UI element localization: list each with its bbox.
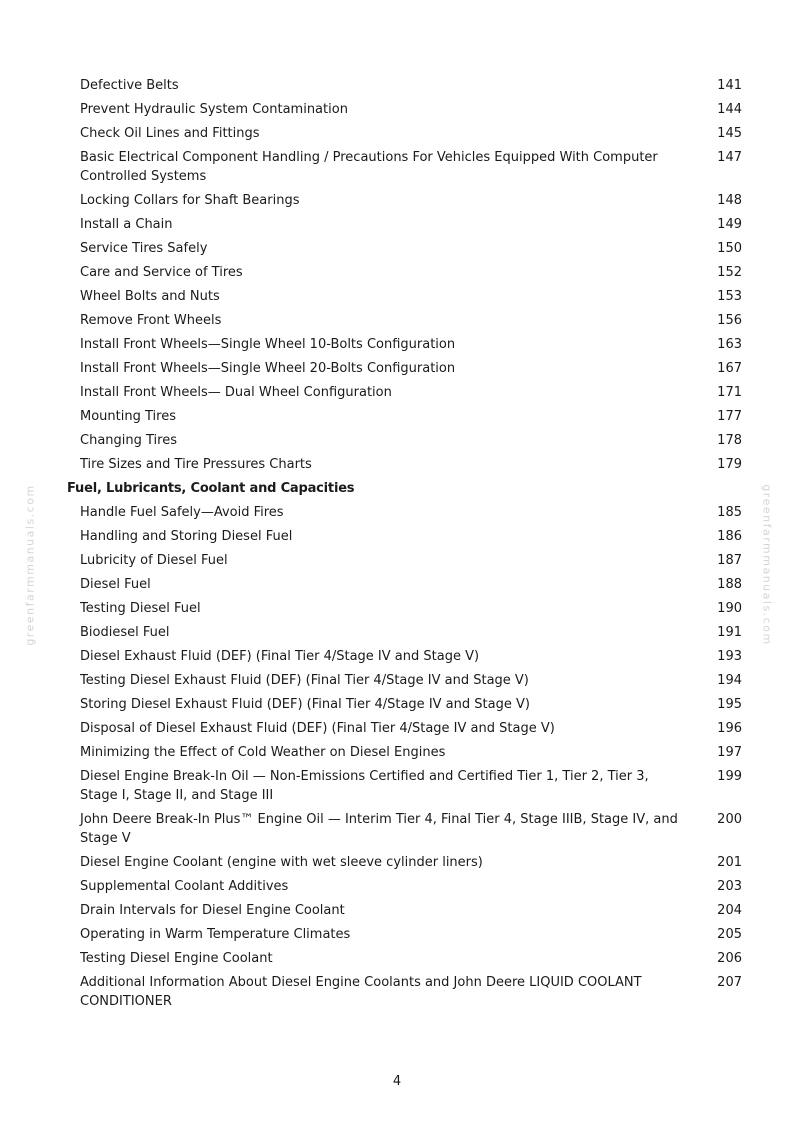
watermark-right: greenfarmmanuals.com [760, 484, 774, 646]
toc-entry[interactable] [0, 623, 794, 642]
toc-entry-page: 203 [717, 879, 742, 894]
toc-entry-page: 201 [717, 855, 742, 870]
toc-entry-page: 148 [717, 193, 742, 208]
toc-entry-page: 179 [717, 457, 742, 472]
toc-entry-page: 199 [717, 769, 742, 784]
toc-entry-page: 191 [717, 625, 742, 640]
toc-entry[interactable] [0, 810, 794, 848]
toc-entry[interactable] [0, 599, 794, 618]
toc-entry[interactable] [0, 551, 794, 570]
toc-entry-page: 163 [717, 337, 742, 352]
toc-entry-title: Tire Sizes and Tire Pressures Charts [80, 457, 312, 472]
toc-entry[interactable] [0, 287, 794, 306]
toc-entry[interactable] [0, 767, 794, 805]
toc-entry[interactable] [0, 877, 794, 896]
toc-entry-title: Prevent Hydraulic System Contamination [80, 102, 348, 117]
toc-entry[interactable] [0, 743, 794, 762]
toc-entry-page: 186 [717, 529, 742, 544]
toc-entry-page: 147 [717, 150, 742, 165]
toc-entry-title: Defective Belts [80, 78, 179, 93]
toc-entry-title: Install a Chain [80, 217, 173, 232]
toc-entry[interactable] [0, 191, 794, 210]
toc-entry-page: 187 [717, 553, 742, 568]
toc-entry-title: Supplemental Coolant Additives [80, 879, 289, 894]
toc-entry-title: Locking Collars for Shaft Bearings [80, 193, 300, 208]
toc-entry-page: 145 [717, 126, 742, 141]
toc-entry[interactable] [0, 973, 794, 1011]
toc-entry[interactable] [0, 359, 794, 378]
toc-entry[interactable] [0, 719, 794, 738]
toc-entry-title: Disposal of Diesel Exhaust Fluid (DEF) (Final Tier 4/Stage IV and Stage V) [80, 721, 555, 736]
toc-entry-title: Testing Diesel Exhaust Fluid (DEF) (Final Tier 4/Stage IV and Stage V) [80, 673, 529, 688]
toc-entry[interactable] [0, 527, 794, 546]
toc-entry-page: 207 [717, 975, 742, 990]
toc-entry-title: Minimizing the Effect of Cold Weather on Diesel Engines [80, 745, 446, 760]
toc-entry-page: 196 [717, 721, 742, 736]
toc-entry-page: 185 [717, 505, 742, 520]
toc-entry-title: Service Tires Safely [80, 241, 208, 256]
toc-entry-page: 177 [717, 409, 742, 424]
toc-entry-title: Lubricity of Diesel Fuel [80, 553, 228, 568]
toc-entry-page: 190 [717, 601, 742, 616]
toc-entry-title: Additional Information About Diesel Engine Coolants and John Deere LIQUID COOLANT CONDITIONER [80, 975, 642, 1009]
toc-entry-page: 197 [717, 745, 742, 760]
toc-entry[interactable] [0, 575, 794, 594]
toc-entry[interactable] [0, 239, 794, 258]
toc-entry[interactable] [0, 695, 794, 714]
toc-entry-title: Biodiesel Fuel [80, 625, 170, 640]
toc-entry[interactable] [0, 311, 794, 330]
toc-entry-page: 178 [717, 433, 742, 448]
toc-entry[interactable] [0, 383, 794, 402]
toc-entry[interactable] [0, 215, 794, 234]
toc-entry-page: 188 [717, 577, 742, 592]
toc-entry-title: Install Front Wheels— Dual Wheel Configuration [80, 385, 392, 400]
toc-section-heading[interactable]: Fuel, Lubricants, Coolant and Capacities [67, 481, 355, 496]
toc-entry-title: Install Front Wheels—Single Wheel 10-Bolts Configuration [80, 337, 456, 352]
toc-entry-page: 204 [717, 903, 742, 918]
toc-entry-page: 194 [717, 673, 742, 688]
toc-entry-title: Basic Electrical Component Handling / Precautions For Vehicles Equipped With Computer Controlled Systems [80, 150, 658, 184]
toc-entry-page: 150 [717, 241, 742, 256]
toc-entry-page: 171 [717, 385, 742, 400]
toc-entry-title: Mounting Tires [80, 409, 176, 424]
page-number: 4 [392, 1074, 402, 1089]
toc-entry-page: 144 [717, 102, 742, 117]
toc-entry-title: Operating in Warm Temperature Climates [80, 927, 351, 942]
toc-entry[interactable] [0, 148, 794, 186]
toc-group-fuel [0, 503, 794, 1011]
toc-entry[interactable] [0, 671, 794, 690]
toc-entry[interactable] [0, 407, 794, 426]
toc-entry[interactable] [0, 647, 794, 666]
toc-entry-title: Diesel Engine Coolant (engine with wet sleeve cylinder liners) [80, 855, 483, 870]
toc-entry[interactable] [0, 335, 794, 354]
toc-entry-title: Handling and Storing Diesel Fuel [80, 529, 293, 544]
toc-entry[interactable] [0, 124, 794, 143]
toc-entry-title: Diesel Fuel [80, 577, 151, 592]
toc-entry[interactable] [0, 431, 794, 450]
toc-entry[interactable] [0, 925, 794, 944]
toc-entry-page: 149 [717, 217, 742, 232]
toc-entry-page: 153 [717, 289, 742, 304]
toc-entry-title: Install Front Wheels—Single Wheel 20-Bolts Configuration [80, 361, 456, 376]
toc-entry-title: Testing Diesel Engine Coolant [80, 951, 273, 966]
toc-entry[interactable] [0, 263, 794, 282]
toc-entry-title: Check Oil Lines and Fittings [80, 126, 260, 141]
toc-entry[interactable] [0, 100, 794, 119]
toc-entry-page: 141 [717, 78, 742, 93]
toc-entry-page: 152 [717, 265, 742, 280]
toc-entry[interactable] [0, 503, 794, 522]
toc-entry[interactable] [0, 901, 794, 920]
toc-entry-page: 156 [717, 313, 742, 328]
toc-entry[interactable] [0, 949, 794, 968]
toc-entry-title: Drain Intervals for Diesel Engine Coolant [80, 903, 345, 918]
toc-entry-title: Remove Front Wheels [80, 313, 222, 328]
watermark-left: greenfarmmanuals.com [23, 484, 37, 646]
toc-entry-page: 200 [717, 812, 742, 827]
toc-entry[interactable] [0, 455, 794, 474]
toc-entry-title: Changing Tires [80, 433, 177, 448]
toc-group-maintenance [0, 76, 794, 474]
toc-entry-page: 195 [717, 697, 742, 712]
toc-entry-page: 206 [717, 951, 742, 966]
toc-entry-title: Storing Diesel Exhaust Fluid (DEF) (Final Tier 4/Stage IV and Stage V) [80, 697, 530, 712]
toc-entry-title: Diesel Engine Break-In Oil — Non-Emissions Certified and Certified Tier 1, Tier 2, Tier 3, Stage I, Stage II, and Stage III [80, 769, 649, 803]
toc-entry-title: Care and Service of Tires [80, 265, 243, 280]
toc-entry-title: Testing Diesel Fuel [80, 601, 201, 616]
toc-entry-title: John Deere Break-In Plus™ Engine Oil — Interim Tier 4, Final Tier 4, Stage IIIB, Stage IV, and Stage V [80, 812, 678, 846]
toc-entry-page: 205 [717, 927, 742, 942]
toc-entry-page: 167 [717, 361, 742, 376]
table-of-contents [0, 76, 794, 1016]
toc-entry-title: Diesel Exhaust Fluid (DEF) (Final Tier 4/Stage IV and Stage V) [80, 649, 480, 664]
toc-entry[interactable] [0, 76, 794, 95]
toc-entry-page: 193 [717, 649, 742, 664]
toc-entry[interactable] [0, 853, 794, 872]
toc-entry-title: Wheel Bolts and Nuts [80, 289, 220, 304]
toc-entry-title: Handle Fuel Safely—Avoid Fires [80, 505, 284, 520]
